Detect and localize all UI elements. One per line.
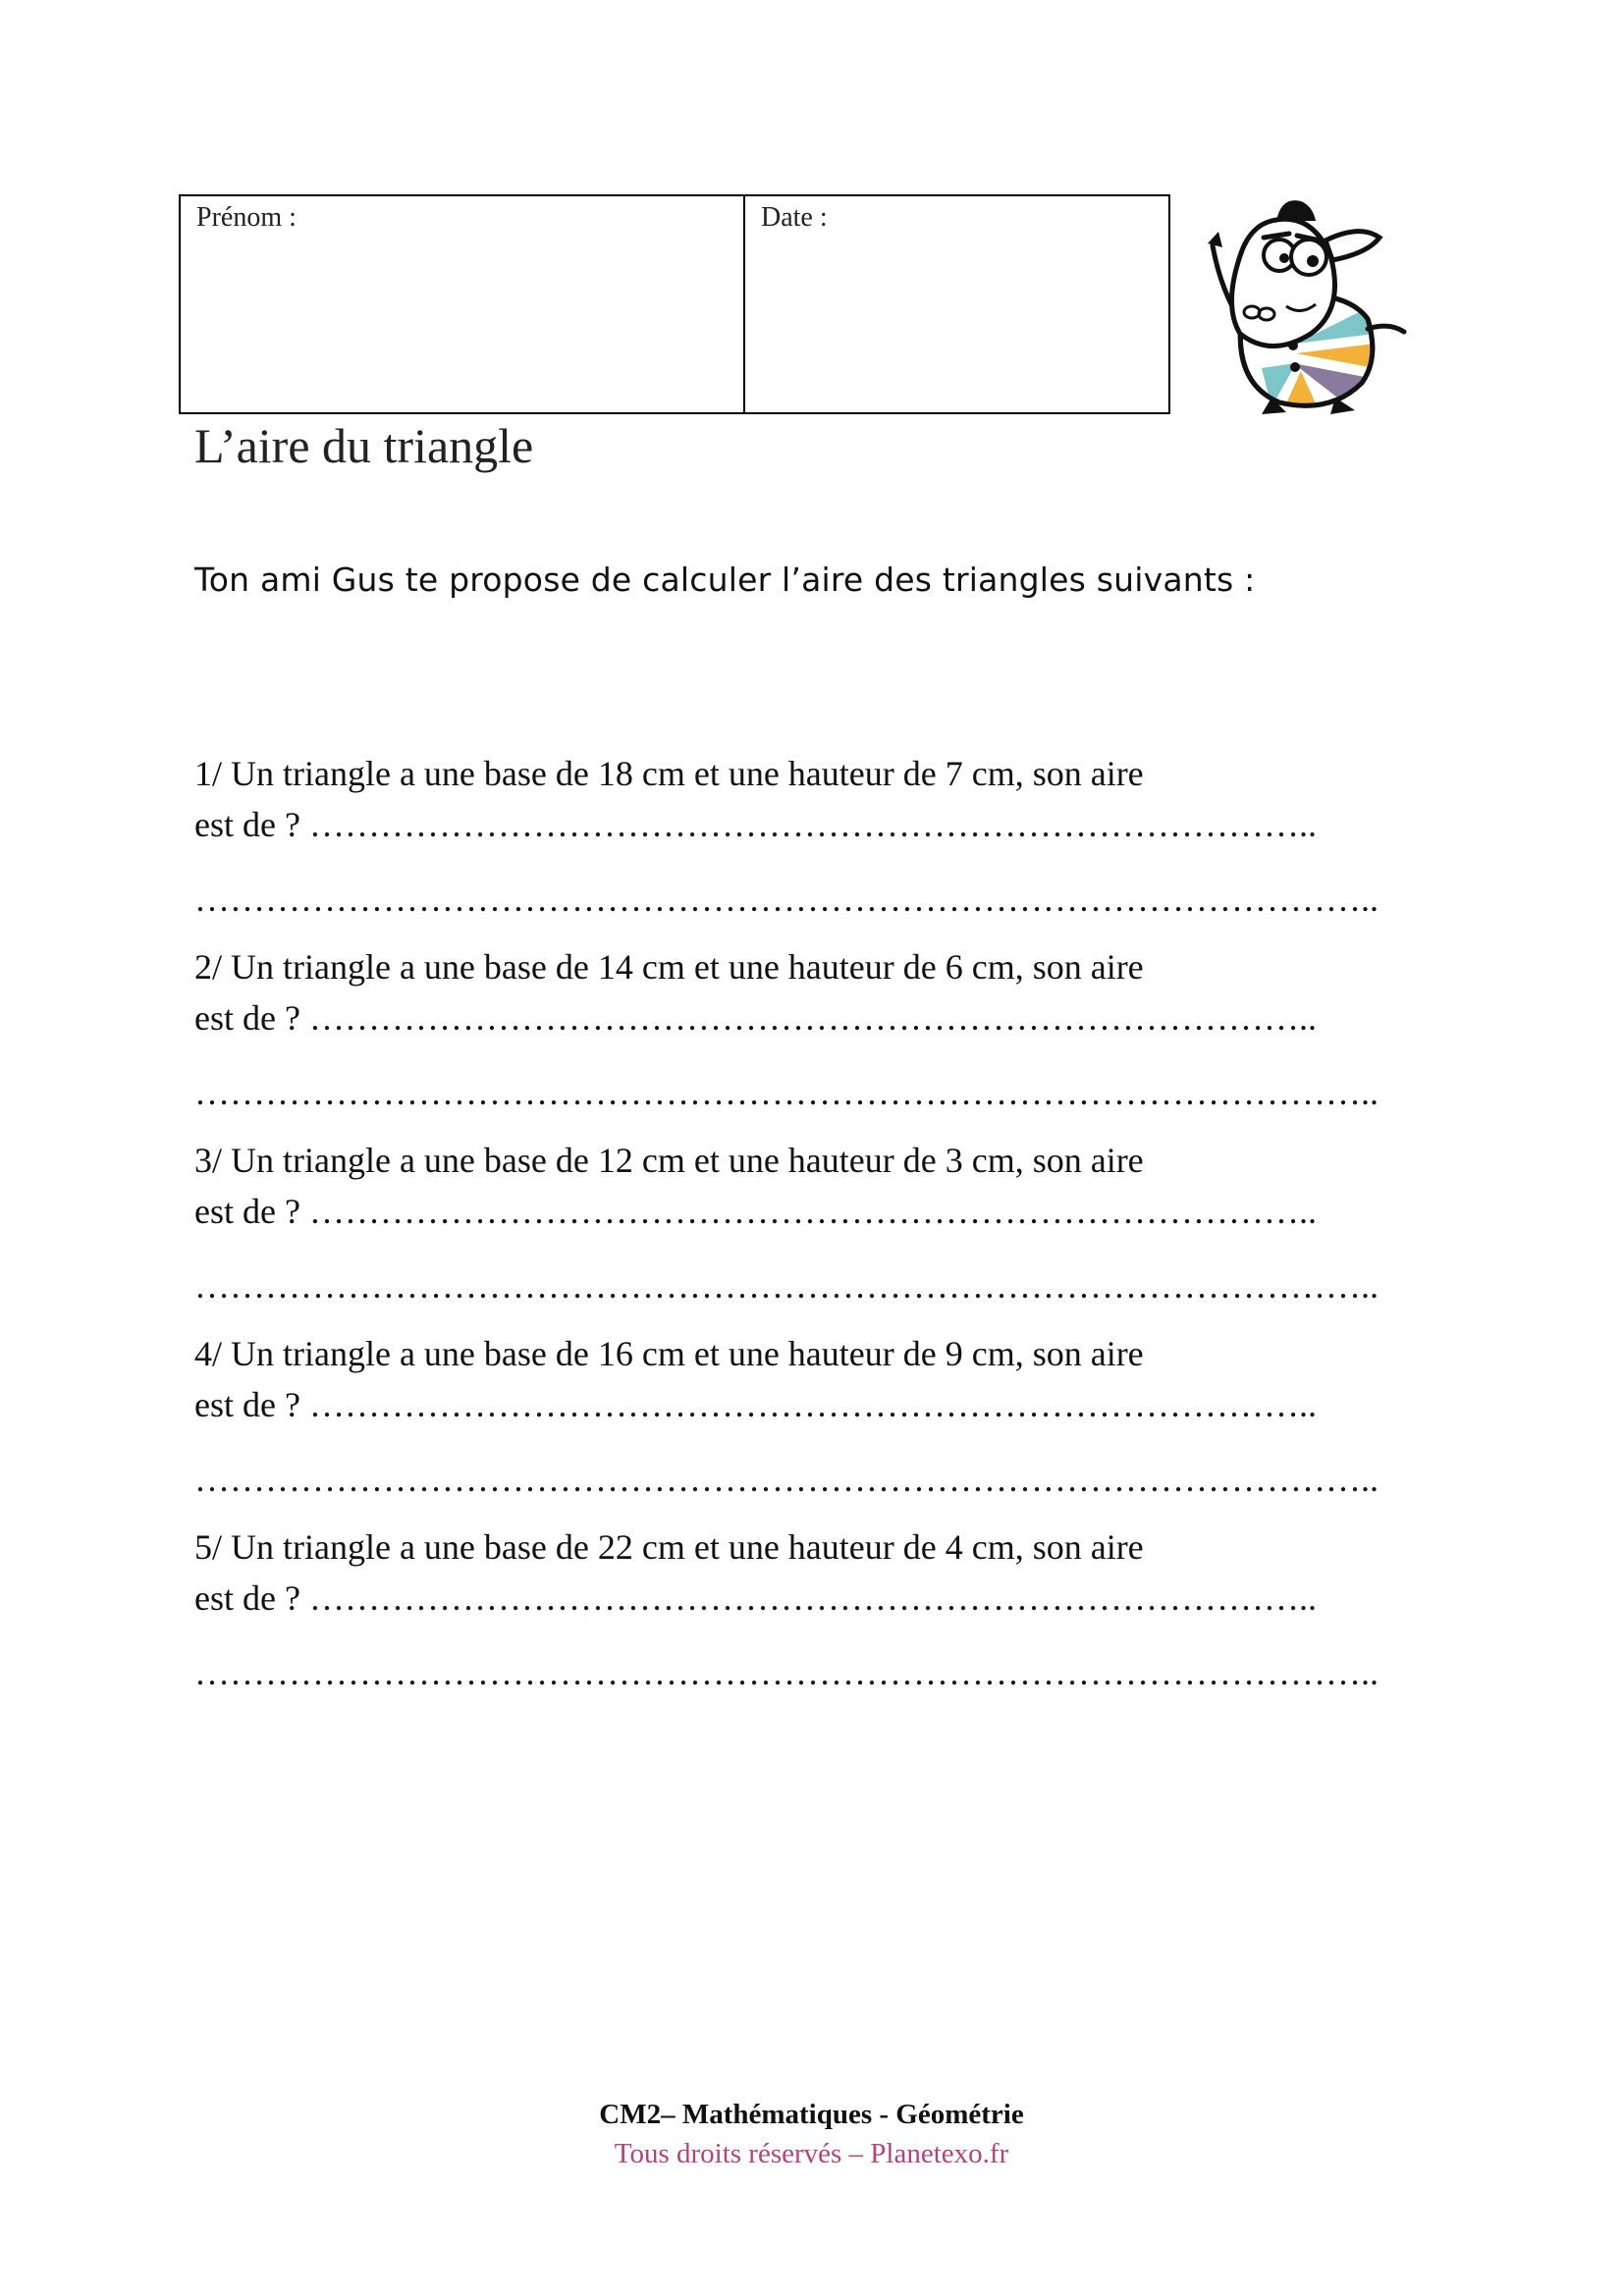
answer-line[interactable]: ……………………………………………………………………………………….. bbox=[194, 1073, 1379, 1112]
question-list bbox=[194, 748, 1412, 1715]
footer-copyright: Tous droits réservés – Planetexo.fr bbox=[614, 2138, 1009, 2169]
answer-line[interactable]: ……………………………………………………………………………………….. bbox=[194, 880, 1379, 919]
answer-line[interactable]: ……………………………………………………………………………………….. bbox=[194, 1266, 1379, 1306]
question-text: 4/ Un triangle a une base de 16 cm et une hauteur de 9 cm, son aire bbox=[194, 1334, 1144, 1373]
question-item bbox=[194, 941, 1412, 1135]
student-info-table bbox=[179, 194, 1170, 414]
question-item bbox=[194, 1522, 1412, 1715]
question-item bbox=[194, 1135, 1412, 1328]
answer-line[interactable]: ……………………………………………………………………………………….. bbox=[194, 1653, 1379, 1692]
sheep-mascot-icon bbox=[1203, 196, 1411, 414]
question-item bbox=[194, 748, 1412, 941]
page-title: L’aire du triangle bbox=[194, 418, 534, 473]
answer-blank[interactable]: est de ? ………………………………………………………………………….. bbox=[194, 1578, 1317, 1618]
answer-blank[interactable]: est de ? ………………………………………………………………………….. bbox=[194, 998, 1317, 1038]
question-text: 2/ Un triangle a une base de 14 cm et une hauteur de 6 cm, son aire bbox=[194, 947, 1144, 987]
date-label: Date : bbox=[761, 202, 828, 233]
first-name-field[interactable] bbox=[181, 196, 745, 412]
question-item bbox=[194, 1328, 1412, 1522]
question-text: 1/ Un triangle a une base de 18 cm et une hauteur de 7 cm, son aire bbox=[194, 754, 1144, 793]
answer-blank[interactable]: est de ? ………………………………………………………………………….. bbox=[194, 1385, 1317, 1424]
question-text: 3/ Un triangle a une base de 12 cm et une hauteur de 3 cm, son aire bbox=[194, 1141, 1144, 1180]
footer-subject: CM2– Mathématiques - Géométrie bbox=[599, 2099, 1024, 2130]
instructions: Ton ami Gus te propose de calculer l’aire des triangles suivants : bbox=[194, 561, 1256, 599]
question-text: 5/ Un triangle a une base de 22 cm et une hauteur de 4 cm, son aire bbox=[194, 1527, 1144, 1567]
first-name-label: Prénom : bbox=[196, 202, 297, 233]
answer-blank[interactable]: est de ? ………………………………………………………………………….. bbox=[194, 805, 1317, 844]
answer-blank[interactable]: est de ? ………………………………………………………………………….. bbox=[194, 1192, 1317, 1231]
date-field[interactable] bbox=[745, 196, 1168, 412]
answer-line[interactable]: ……………………………………………………………………………………….. bbox=[194, 1460, 1379, 1499]
